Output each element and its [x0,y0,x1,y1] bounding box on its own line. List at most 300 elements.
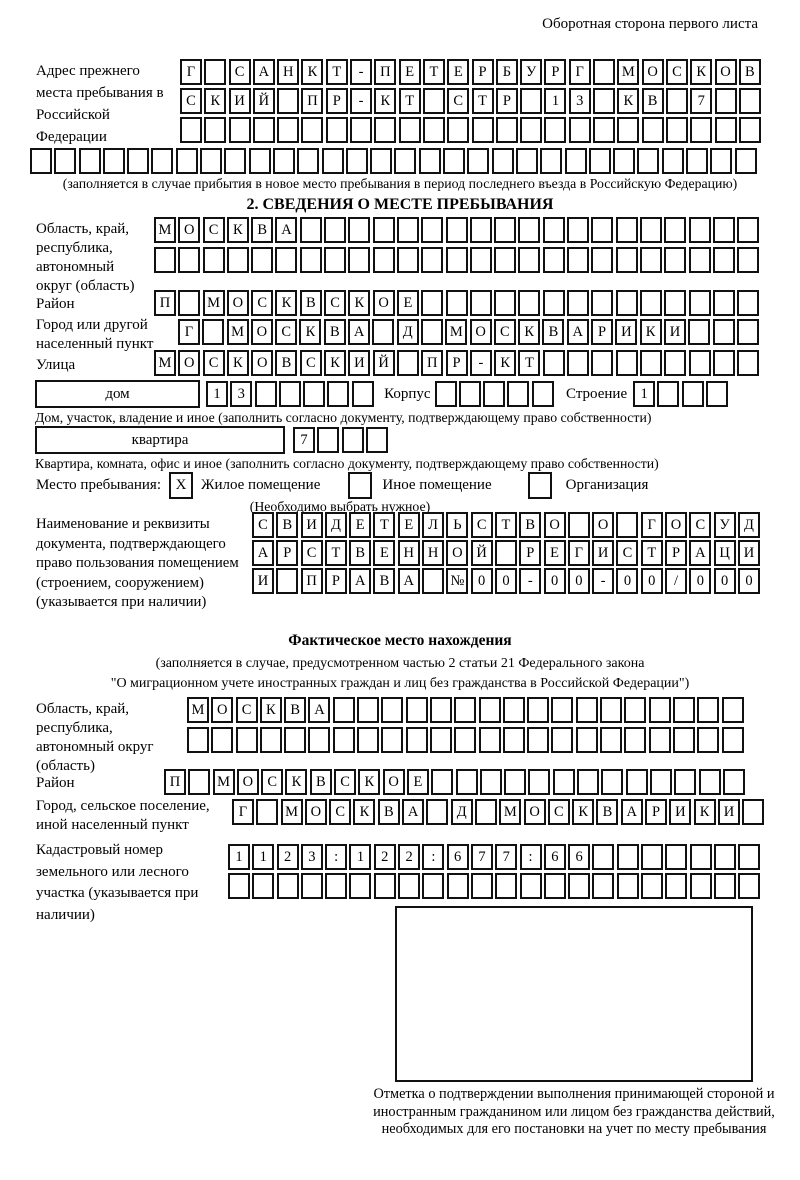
char-box[interactable]: 7 [690,88,712,114]
char-box[interactable] [641,844,663,870]
char-box[interactable] [697,697,719,723]
char-box[interactable] [103,148,125,174]
char-box[interactable]: К [358,769,380,795]
char-box[interactable] [324,217,346,243]
char-box[interactable]: О [211,697,233,723]
char-box[interactable] [640,290,662,316]
char-box[interactable]: 2 [277,844,299,870]
char-box[interactable] [154,247,176,273]
char-box[interactable] [591,290,613,316]
char-box[interactable] [357,697,379,723]
char-box[interactable]: 1 [206,381,228,407]
char-box[interactable]: Р [325,568,347,594]
char-box[interactable] [650,769,672,795]
char-box[interactable] [256,799,278,825]
char-box[interactable] [737,290,759,316]
char-box[interactable] [544,873,566,899]
char-box[interactable] [459,381,481,407]
char-box[interactable] [616,512,638,538]
char-box[interactable] [592,844,614,870]
char-box[interactable] [421,290,443,316]
char-box[interactable]: И [252,568,274,594]
char-box[interactable] [300,217,322,243]
char-box[interactable]: 6 [568,844,590,870]
char-box[interactable]: С [666,59,688,85]
cadastre-row-1[interactable] [228,844,763,870]
char-box[interactable] [326,117,348,143]
char-box[interactable]: Р [276,540,298,566]
char-box[interactable] [423,117,445,143]
char-box[interactable]: 0 [568,568,590,594]
char-box[interactable] [600,727,622,753]
char-box[interactable] [381,727,403,753]
char-box[interactable] [567,290,589,316]
char-box[interactable] [397,247,419,273]
char-box[interactable]: О [524,799,546,825]
char-box[interactable]: Е [399,59,421,85]
char-box[interactable]: С [203,217,225,243]
char-box[interactable]: О [383,769,405,795]
char-box[interactable] [180,117,202,143]
factual-district-row[interactable] [164,769,747,795]
char-box[interactable] [373,247,395,273]
char-box[interactable]: 0 [641,568,663,594]
char-box[interactable] [277,873,299,899]
char-box[interactable]: П [421,350,443,376]
char-box[interactable] [79,148,101,174]
char-box[interactable] [151,148,173,174]
char-box[interactable] [322,148,344,174]
char-box[interactable] [593,59,615,85]
char-box[interactable] [722,727,744,753]
char-box[interactable]: № [446,568,468,594]
char-box[interactable] [673,727,695,753]
char-box[interactable]: К [227,217,249,243]
char-box[interactable] [224,148,246,174]
char-box[interactable]: К [204,88,226,114]
char-box[interactable]: И [229,88,251,114]
char-box[interactable]: К [353,799,375,825]
char-box[interactable] [528,769,550,795]
prev-address-row-4[interactable] [30,148,759,174]
char-box[interactable]: О [544,512,566,538]
char-box[interactable]: Т [399,88,421,114]
char-box[interactable]: В [596,799,618,825]
char-box[interactable] [568,512,590,538]
char-box[interactable] [666,88,688,114]
char-box[interactable]: С [324,290,346,316]
char-box[interactable]: О [665,512,687,538]
char-box[interactable] [690,844,712,870]
char-box[interactable] [591,217,613,243]
char-box[interactable]: П [301,568,323,594]
char-box[interactable] [723,769,745,795]
char-box[interactable]: О [305,799,327,825]
char-box[interactable]: 0 [616,568,638,594]
char-box[interactable] [430,697,452,723]
char-box[interactable] [398,873,420,899]
char-box[interactable] [284,727,306,753]
doc-row-2[interactable] [252,540,762,566]
char-box[interactable] [406,727,428,753]
char-box[interactable] [496,117,518,143]
char-box[interactable] [397,350,419,376]
char-box[interactable] [738,873,760,899]
char-box[interactable]: - [519,568,541,594]
char-box[interactable] [689,290,711,316]
char-box[interactable]: 1 [544,88,566,114]
char-box[interactable] [430,727,452,753]
char-box[interactable] [710,148,732,174]
char-box[interactable]: А [253,59,275,85]
char-box[interactable]: Д [325,512,347,538]
char-box[interactable]: К [285,769,307,795]
char-box[interactable]: Т [495,512,517,538]
char-box[interactable]: Р [519,540,541,566]
char-box[interactable] [520,873,542,899]
char-box[interactable]: К [640,319,662,345]
char-box[interactable] [495,873,517,899]
char-box[interactable]: И [718,799,740,825]
char-box[interactable] [616,350,638,376]
char-box[interactable]: О [592,512,614,538]
char-box[interactable]: С [548,799,570,825]
char-box[interactable] [706,381,728,407]
char-box[interactable] [520,117,542,143]
char-box[interactable] [333,697,355,723]
char-box[interactable] [601,769,623,795]
char-box[interactable]: 3 [230,381,252,407]
cadastre-row-2[interactable] [228,873,763,899]
char-box[interactable] [567,350,589,376]
char-box[interactable]: М [445,319,467,345]
checkbox-other-premises[interactable] [348,472,372,499]
char-box[interactable] [713,319,735,345]
flat-number-cells[interactable] [293,427,390,453]
char-box[interactable] [686,148,708,174]
char-box[interactable]: Р [472,59,494,85]
char-box[interactable]: Т [472,88,494,114]
char-box[interactable]: Л [422,512,444,538]
char-box[interactable] [374,117,396,143]
char-box[interactable] [713,247,735,273]
char-box[interactable] [273,148,295,174]
char-box[interactable]: А [252,540,274,566]
char-box[interactable]: 0 [714,568,736,594]
char-box[interactable]: А [308,697,330,723]
char-box[interactable] [188,769,210,795]
char-box[interactable] [475,799,497,825]
char-box[interactable] [255,381,277,407]
char-box[interactable]: 0 [471,568,493,594]
char-box[interactable]: О [251,319,273,345]
char-box[interactable]: П [164,769,186,795]
char-box[interactable] [657,381,679,407]
char-box[interactable] [714,873,736,899]
char-box[interactable]: У [520,59,542,85]
char-box[interactable]: Е [349,512,371,538]
char-box[interactable] [372,319,394,345]
char-box[interactable] [211,727,233,753]
char-box[interactable] [454,727,476,753]
char-box[interactable] [640,350,662,376]
char-box[interactable]: М [617,59,639,85]
char-box[interactable]: В [276,512,298,538]
char-box[interactable]: О [237,769,259,795]
char-box[interactable]: 2 [398,844,420,870]
char-box[interactable] [600,697,622,723]
char-box[interactable] [236,727,258,753]
char-box[interactable]: С [180,88,202,114]
char-box[interactable]: С [447,88,469,114]
char-box[interactable] [447,873,469,899]
char-box[interactable] [540,148,562,174]
char-box[interactable]: Т [373,512,395,538]
char-box[interactable] [300,247,322,273]
char-box[interactable]: И [348,350,370,376]
doc-row-1[interactable] [252,512,762,538]
char-box[interactable] [617,873,639,899]
prev-address-row-3[interactable] [180,117,763,143]
char-box[interactable] [276,568,298,594]
char-box[interactable]: Й [373,350,395,376]
char-box[interactable] [252,873,274,899]
char-box[interactable]: А [349,568,371,594]
char-box[interactable]: В [251,217,273,243]
char-box[interactable] [713,350,735,376]
char-box[interactable]: С [203,350,225,376]
char-box[interactable] [277,88,299,114]
char-box[interactable] [737,217,759,243]
char-box[interactable]: А [398,568,420,594]
char-box[interactable]: Г [569,59,591,85]
char-box[interactable] [626,769,648,795]
char-box[interactable]: А [348,319,370,345]
char-box[interactable] [577,769,599,795]
char-box[interactable] [543,217,565,243]
char-box[interactable] [713,217,735,243]
char-box[interactable]: А [689,540,711,566]
char-box[interactable] [688,319,710,345]
char-box[interactable] [279,381,301,407]
char-box[interactable]: А [275,217,297,243]
char-box[interactable] [699,769,721,795]
char-box[interactable] [303,381,325,407]
char-box[interactable]: Р [326,88,348,114]
char-box[interactable]: Р [645,799,667,825]
char-box[interactable]: 0 [495,568,517,594]
char-box[interactable]: В [378,799,400,825]
char-box[interactable]: В [284,697,306,723]
char-box[interactable] [553,769,575,795]
char-box[interactable]: Т [325,540,347,566]
char-box[interactable] [381,697,403,723]
char-box[interactable] [454,697,476,723]
char-box[interactable] [370,148,392,174]
char-box[interactable]: - [350,88,372,114]
char-box[interactable]: И [615,319,637,345]
char-box[interactable] [348,247,370,273]
house-type-box[interactable]: дом [35,380,200,408]
city-row[interactable] [178,319,761,345]
char-box[interactable] [576,697,598,723]
char-box[interactable] [178,247,200,273]
char-box[interactable] [689,350,711,376]
char-box[interactable] [456,769,478,795]
char-box[interactable] [470,217,492,243]
region-row-1[interactable] [154,217,761,243]
char-box[interactable] [127,148,149,174]
char-box[interactable] [737,247,759,273]
char-box[interactable]: К [690,59,712,85]
char-box[interactable] [518,247,540,273]
char-box[interactable] [697,727,719,753]
char-box[interactable] [297,148,319,174]
char-box[interactable]: 6 [447,844,469,870]
char-box[interactable]: Е [397,290,419,316]
char-box[interactable] [204,59,226,85]
char-box[interactable]: Е [544,540,566,566]
char-box[interactable]: В [739,59,761,85]
char-box[interactable]: Д [451,799,473,825]
char-box[interactable]: М [154,350,176,376]
factual-city-row[interactable] [232,799,767,825]
char-box[interactable]: С [300,350,322,376]
char-box[interactable]: В [300,290,322,316]
char-box[interactable] [664,217,686,243]
char-box[interactable] [640,217,662,243]
char-box[interactable]: К [617,88,639,114]
char-box[interactable]: : [422,844,444,870]
char-box[interactable]: С [252,512,274,538]
char-box[interactable] [494,290,516,316]
char-box[interactable] [426,799,448,825]
char-box[interactable] [737,319,759,345]
char-box[interactable] [624,697,646,723]
char-box[interactable]: Г [178,319,200,345]
char-box[interactable] [202,319,224,345]
char-box[interactable]: К [301,59,323,85]
char-box[interactable] [613,148,635,174]
char-box[interactable]: С [275,319,297,345]
korpus-cells[interactable] [435,381,556,407]
char-box[interactable]: Г [232,799,254,825]
char-box[interactable]: Б [496,59,518,85]
char-box[interactable] [591,350,613,376]
char-box[interactable] [467,148,489,174]
char-box[interactable] [551,697,573,723]
char-box[interactable] [446,247,468,273]
char-box[interactable] [666,117,688,143]
char-box[interactable] [518,290,540,316]
char-box[interactable]: О [178,350,200,376]
char-box[interactable]: Т [518,350,540,376]
char-box[interactable] [589,148,611,174]
char-box[interactable] [472,117,494,143]
char-box[interactable] [674,769,696,795]
char-box[interactable]: Ь [446,512,468,538]
char-box[interactable]: С [689,512,711,538]
char-box[interactable] [446,217,468,243]
char-box[interactable] [260,727,282,753]
char-box[interactable]: : [520,844,542,870]
char-box[interactable]: В [519,512,541,538]
char-box[interactable] [591,247,613,273]
char-box[interactable] [641,873,663,899]
char-box[interactable] [642,117,664,143]
char-box[interactable]: В [310,769,332,795]
char-box[interactable] [301,873,323,899]
char-box[interactable] [689,217,711,243]
checkbox-organization[interactable] [528,472,552,499]
char-box[interactable]: С [261,769,283,795]
char-box[interactable]: В [349,540,371,566]
char-box[interactable] [327,381,349,407]
char-box[interactable] [593,117,615,143]
doc-row-3[interactable] [252,568,762,594]
char-box[interactable] [664,247,686,273]
char-box[interactable]: М [213,769,235,795]
char-box[interactable]: К [227,350,249,376]
char-box[interactable] [735,148,757,174]
char-box[interactable]: 2 [374,844,396,870]
char-box[interactable] [229,117,251,143]
char-box[interactable] [349,873,371,899]
char-box[interactable] [446,290,468,316]
char-box[interactable]: О [227,290,249,316]
district-row[interactable] [154,290,761,316]
char-box[interactable] [665,873,687,899]
char-box[interactable] [543,247,565,273]
prev-address-row-1[interactable] [180,59,763,85]
char-box[interactable] [317,427,339,453]
char-box[interactable] [333,727,355,753]
char-box[interactable]: Р [591,319,613,345]
char-box[interactable]: С [229,59,251,85]
char-box[interactable]: Р [665,540,687,566]
char-box[interactable] [543,350,565,376]
char-box[interactable] [616,247,638,273]
char-box[interactable]: Н [422,540,444,566]
char-box[interactable]: 0 [738,568,760,594]
char-box[interactable] [54,148,76,174]
char-box[interactable] [714,844,736,870]
char-box[interactable]: И [669,799,691,825]
char-box[interactable]: М [227,319,249,345]
char-box[interactable] [569,117,591,143]
char-box[interactable] [483,381,505,407]
char-box[interactable]: Т [326,59,348,85]
char-box[interactable]: К [324,350,346,376]
char-box[interactable] [504,769,526,795]
char-box[interactable]: А [567,319,589,345]
char-box[interactable]: К [694,799,716,825]
char-box[interactable]: К [572,799,594,825]
char-box[interactable] [399,117,421,143]
char-box[interactable]: М [203,290,225,316]
char-box[interactable]: О [446,540,468,566]
char-box[interactable] [527,727,549,753]
char-box[interactable] [374,873,396,899]
char-box[interactable] [576,727,598,753]
char-box[interactable]: 1 [252,844,274,870]
char-box[interactable]: Т [423,59,445,85]
factual-region-row-1[interactable] [187,697,746,723]
char-box[interactable] [503,697,525,723]
char-box[interactable]: В [542,319,564,345]
char-box[interactable]: М [154,217,176,243]
char-box[interactable]: Р [446,350,468,376]
